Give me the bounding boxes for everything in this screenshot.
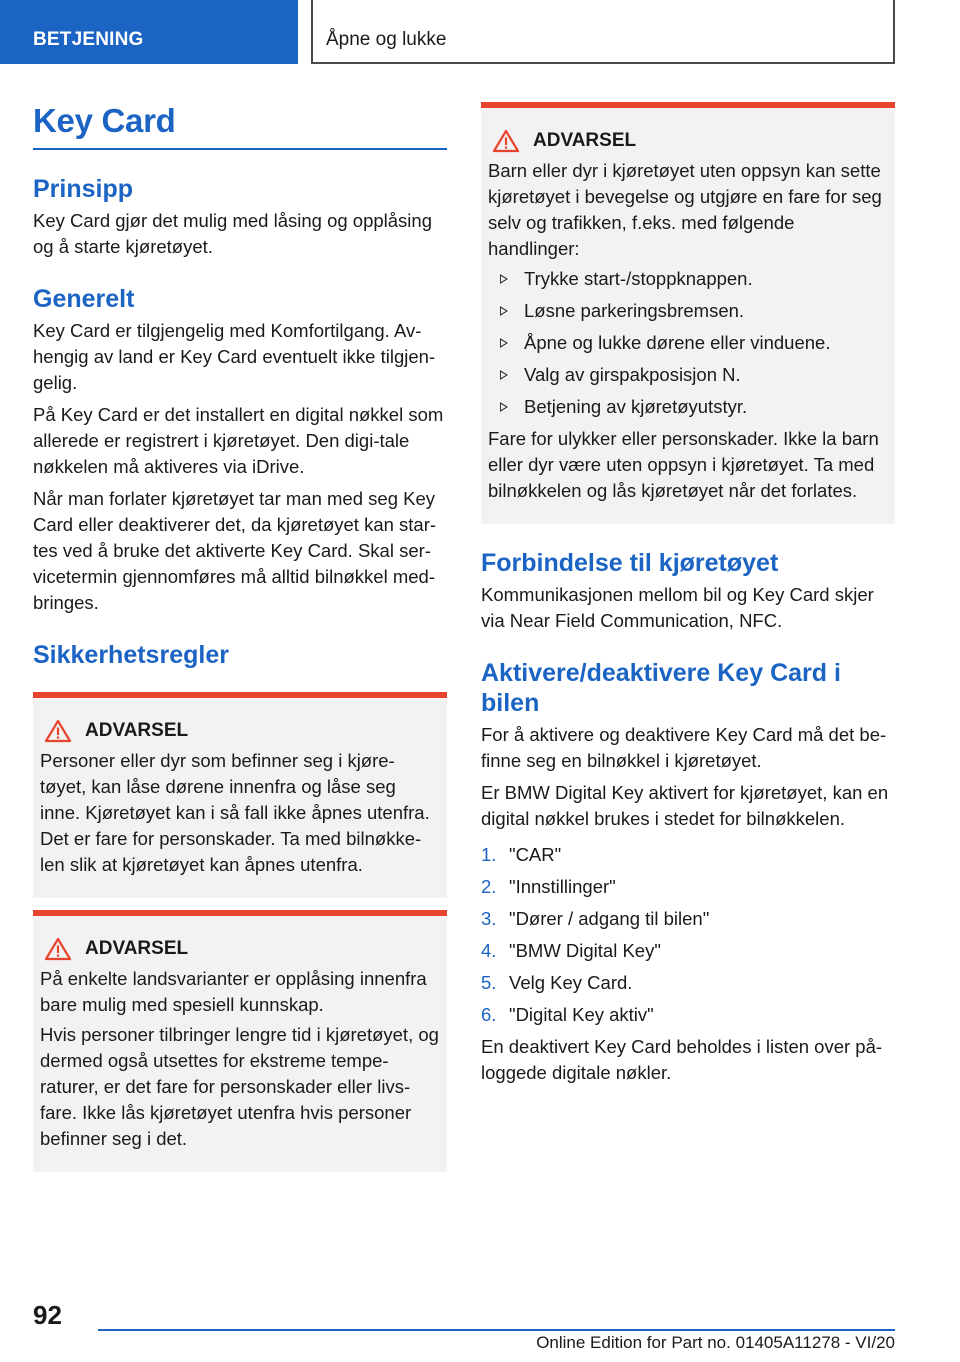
bullet-triangle-icon xyxy=(500,370,508,380)
generelt-paragraph: På Key Card er det installert en digital nøkkel som allerede er registrert i kjøretøyet. Den digi-tale nøkkelen må aktiveres via iDrive. xyxy=(33,404,444,477)
warning-text: Hvis personer tilbringer lengre tid i kjøretøyet, og dermed også utsettes for ekstreme tempe-raturer, er det fare for personskader eller livs-fare. Ikke lås kjøretøyet utenfra hvis personer befinner seg i det. xyxy=(40,1024,439,1149)
warning-box xyxy=(33,910,447,1172)
step-text: "Digital Key aktiv" xyxy=(509,1004,654,1025)
bullet-triangle-icon xyxy=(500,274,508,284)
warning-bullet-list xyxy=(488,266,888,420)
heading-generelt: Generelt xyxy=(33,285,135,313)
bullet-triangle-icon xyxy=(500,306,508,316)
prinsipp-text: Key Card gjør det mulig med låsing og opplåsing og å starte kjøretøyet. xyxy=(33,210,432,257)
warning-text: Barn eller dyr i kjøretøyet uten oppsyn kan sette kjøretøyet i bevegelse og utgjøre en fare for seg selv og trafikken, f.eks. med følgende handlinger: xyxy=(488,160,882,259)
section-tab[interactable]: BETJENING xyxy=(0,0,298,64)
aktivere-outro: En deaktivert Key Card beholdes i listen over på-loggede digitale nøkler. xyxy=(481,1036,883,1083)
step-text: Velg Key Card. xyxy=(509,972,633,993)
warning-header xyxy=(40,718,440,744)
step-number: 6. xyxy=(481,1004,497,1025)
list-item-text: Åpne og lukke dørene eller vinduene. xyxy=(524,332,831,353)
step-number: 4. xyxy=(481,940,497,961)
aktivere-paragraph: For å aktivere og deaktivere Key Card må det be-finne seg en bilnøkkel i kjøretøyet. xyxy=(481,724,887,771)
heading-sikkerhetsregler: Sikkerhetsregler xyxy=(33,641,229,669)
list-item-text: Valg av girspakposisjon N. xyxy=(524,364,741,385)
step-text: "Dører / adgang til bilen" xyxy=(509,908,710,929)
step-text: "Innstillinger" xyxy=(509,876,616,897)
chapter-title: Åpne og lukke xyxy=(311,0,895,64)
heading-forbindelse: Forbindelse til kjøretøyet xyxy=(481,549,779,577)
list-item xyxy=(481,842,895,868)
step-number: 5. xyxy=(481,972,497,993)
step-number: 3. xyxy=(481,908,497,929)
list-item xyxy=(481,938,895,964)
warning-text: Fare for ulykker eller personskader. Ikke la barn eller dyr være uten oppsyn i kjøretøyet. Ta med bilnøkkelen og lås kjøretøyet når det forlates. xyxy=(488,428,879,501)
right-column xyxy=(481,102,895,1086)
step-text: "BMW Digital Key" xyxy=(509,940,661,961)
warning-triangle-icon xyxy=(44,937,72,961)
bullet-triangle-icon xyxy=(500,338,508,348)
footer-edition[interactable]: Online Edition for Part no. 01405A11278 - VI/20 xyxy=(536,1333,895,1352)
list-item-text: Trykke start-/stoppknappen. xyxy=(524,268,753,289)
warning-header xyxy=(40,936,440,962)
list-item xyxy=(481,874,895,900)
bullet-triangle-icon xyxy=(500,402,508,412)
warning-box xyxy=(33,692,447,898)
list-item xyxy=(488,330,888,356)
list-item xyxy=(488,298,888,324)
footer-divider xyxy=(98,1329,895,1331)
list-item xyxy=(481,1002,895,1028)
list-item-text: Løsne parkeringsbremsen. xyxy=(524,300,745,321)
warning-label: ADVARSEL xyxy=(533,130,637,151)
step-number: 2. xyxy=(481,876,497,897)
step-text: "CAR" xyxy=(509,844,562,865)
generelt-paragraph: Key Card er tilgjengelig med Komfortilgang. Av-hengig av land er Key Card eventuelt ikke tilgjen-gelig. xyxy=(33,320,436,393)
warning-label: ADVARSEL xyxy=(85,720,189,741)
list-item xyxy=(481,906,895,932)
aktivere-paragraph: Er BMW Digital Key aktivert for kjøretøyet, kan en digital nøkkel brukes i stedet for bilnøkkelen. xyxy=(481,782,889,829)
warning-header xyxy=(488,128,888,154)
steps-list xyxy=(481,842,895,1028)
warning-triangle-icon xyxy=(492,129,520,153)
step-number: 1. xyxy=(481,844,497,865)
heading-aktivere: Aktivere/deaktivere Key Card i bilen xyxy=(481,659,841,717)
list-item xyxy=(488,266,888,292)
warning-text: På enkelte landsvarianter er opplåsing innenfra bare mulig med spesiell kunnskap. xyxy=(40,968,427,1015)
warning-text: Personer eller dyr som befinner seg i kjøre-tøyet, kan låse dørene innenfra og låse seg inne. Kjøretøyet kan i så fall ikke åpnes utenfra. Det er fare for personskader. Ta med bilnøkke-len slik at kjøretøyet kan åpnes utenfra. xyxy=(40,750,430,875)
warning-label: ADVARSEL xyxy=(85,938,189,959)
generelt-paragraph: Når man forlater kjøretøyet tar man med seg Key Card eller deaktiverer det, da kjøretøyet kan star-tes ved å bruke det aktiverte Key Card. Skal ser-vicetermin gjennomføres må alltid bilnøkkel med-bringes. xyxy=(33,488,437,613)
left-column xyxy=(33,102,447,1172)
list-item xyxy=(488,394,888,420)
heading-prinsipp: Prinsipp xyxy=(33,175,134,203)
forbindelse-text: Kommunikasjonen mellom bil og Key Card skjer via Near Field Communication, NFC. xyxy=(481,584,874,631)
page-title: Key Card xyxy=(33,102,447,150)
warning-triangle-icon xyxy=(44,719,72,743)
page-number: 92 xyxy=(33,1300,62,1330)
list-item xyxy=(481,970,895,996)
list-item-text: Betjening av kjøretøyutstyr. xyxy=(524,396,748,417)
list-item xyxy=(488,362,888,388)
warning-box xyxy=(481,102,895,524)
